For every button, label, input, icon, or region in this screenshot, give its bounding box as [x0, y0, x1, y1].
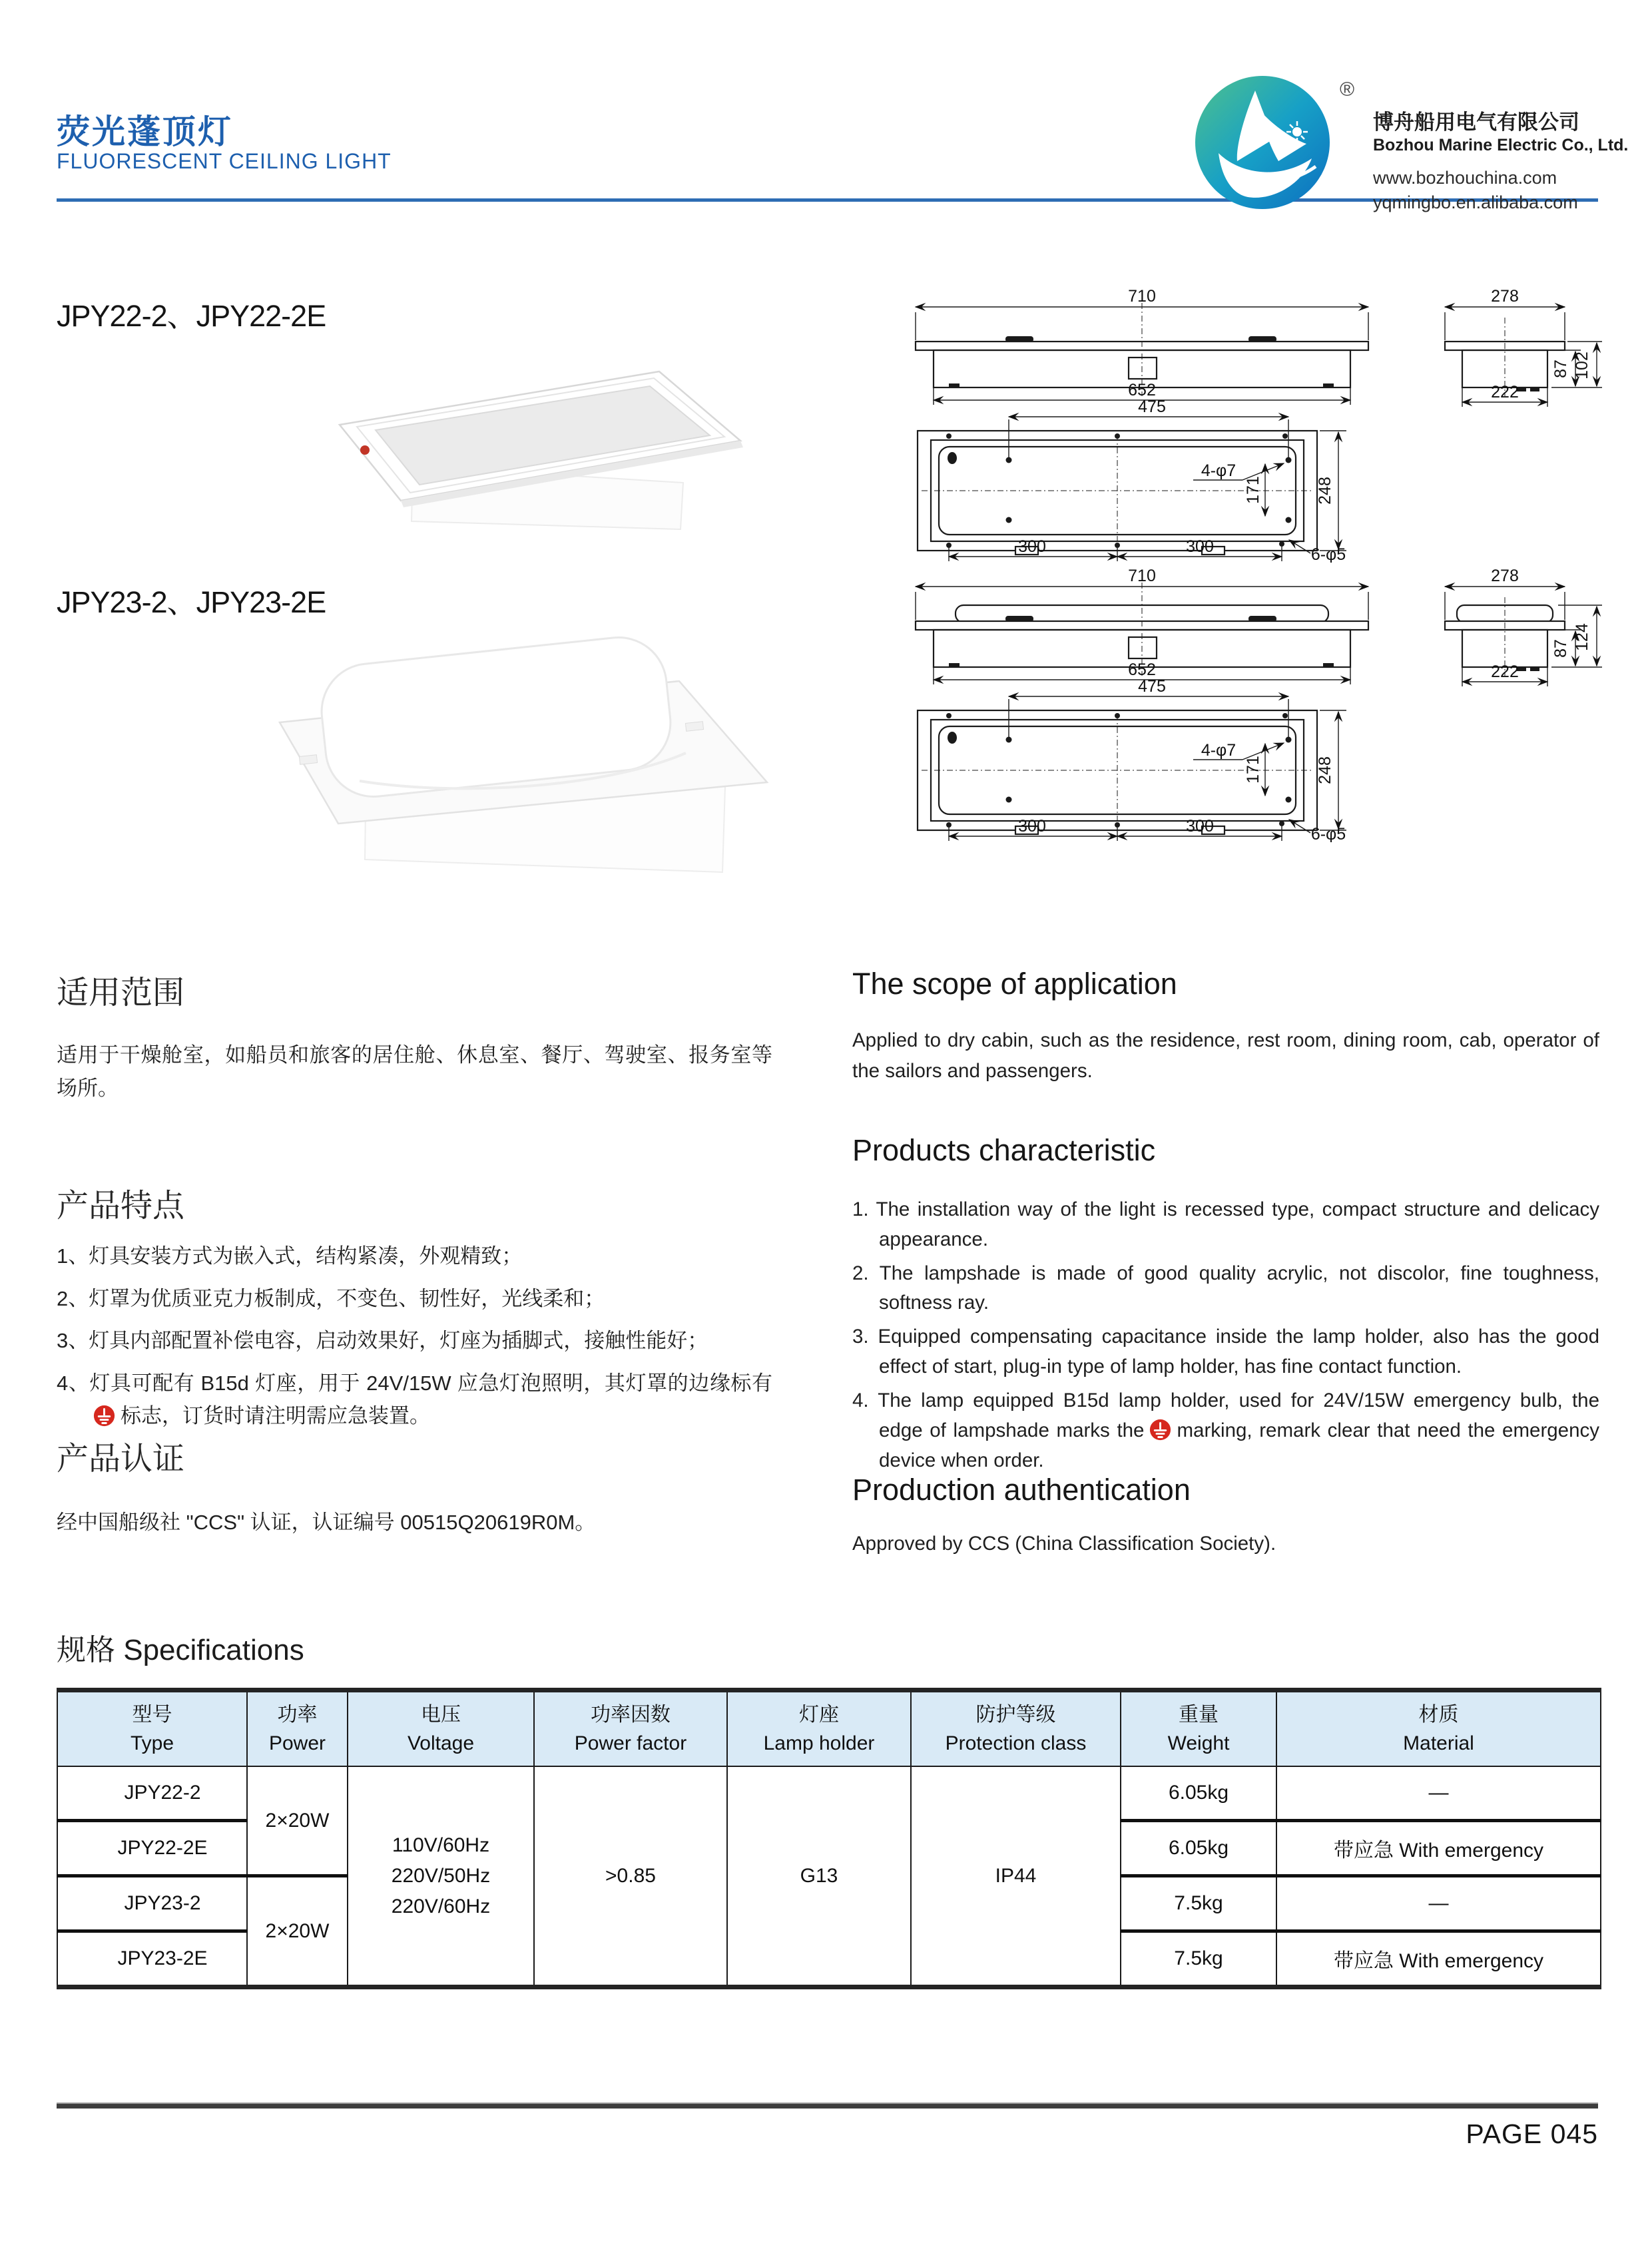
cell-power: 2×20W	[247, 1876, 348, 1987]
feature-item-cn	[57, 1367, 772, 1433]
emergency-mark-icon	[93, 1405, 115, 1427]
voltage-line: 110V/60Hz	[392, 1834, 490, 1856]
voltage-line: 220V/50Hz	[391, 1864, 491, 1887]
technical-drawing-jpy22	[899, 283, 1605, 563]
section-title-cert-cn: 产品认证	[57, 1441, 185, 1477]
col-power: 功率 Power	[247, 1690, 348, 1767]
svg-text:278: 278	[1491, 287, 1519, 306]
section-title-features-cn: 产品特点	[57, 1188, 185, 1224]
svg-text:6-φ5: 6-φ5	[1310, 825, 1346, 842]
section-body-scope-cn: 适用于干燥舱室，如船员和旅客的居住舱、休息室、餐厅、驾驶室、报务室等场所。	[57, 1043, 772, 1101]
svg-text:300: 300	[1018, 817, 1046, 836]
svg-text:710: 710	[1128, 287, 1156, 306]
svg-text:300: 300	[1018, 537, 1046, 556]
svg-text:652: 652	[1128, 660, 1156, 679]
svg-text:300: 300	[1186, 537, 1214, 556]
section-body-scope-en: Applied to dry cabin, such as the residence, rest room, dining room, cab, operator of the sailors and passengers.	[852, 1029, 1599, 1082]
section-title-scope-cn: 适用范围	[57, 975, 185, 1011]
feature-item-en	[852, 1386, 1599, 1475]
footer-rule	[57, 2103, 1598, 2109]
col-protection-class: 防护等级 Protection class	[911, 1690, 1121, 1767]
cell-type: JPY23-2E	[57, 1931, 247, 1987]
model-label-jpy22: JPY22-2、JPY22-2E	[57, 299, 326, 333]
cell-type: JPY22-2	[57, 1766, 247, 1821]
company-logo-icon	[1192, 73, 1335, 213]
svg-text:6-φ5: 6-φ5	[1310, 545, 1346, 563]
cell-material: —	[1276, 1876, 1601, 1931]
cell-lamp-holder: G13	[727, 1766, 911, 1987]
company-name-cn: 博舟船用电气有限公司	[1373, 111, 1579, 134]
col-lamp-holder: 灯座 Lamp holder	[727, 1690, 911, 1767]
feature-item-en: 1. The installation way of the light is recessed type, compact structure and delicacy appearance.	[852, 1198, 1599, 1250]
feature-item-text: 4. The lamp equipped B15d lamp holder, used for 24V/15W emergency bulb, the edge of lampshade marks the	[852, 1389, 1599, 1441]
section-title-cert-en: Production authentication	[852, 1473, 1191, 1507]
feature-list-en	[852, 1195, 1599, 1479]
svg-text:300: 300	[1186, 817, 1214, 836]
cell-weight: 6.05kg	[1121, 1821, 1276, 1876]
section-body-cert-cn: 经中国船级社 "CCS" 认证，认证编号 00515Q20619R0M。	[57, 1511, 596, 1534]
feature-item-cn: 3、灯具内部配置补偿电容，启动效果好，灯座为插脚式，接触性能好；	[57, 1329, 708, 1353]
product-photo-jpy22	[313, 360, 766, 533]
cell-type: JPY22-2E	[57, 1821, 247, 1876]
svg-text:222: 222	[1491, 383, 1519, 401]
specifications-table	[57, 1688, 1601, 1989]
svg-text:248: 248	[1316, 756, 1334, 784]
svg-text:652: 652	[1128, 381, 1156, 399]
company-website: www.bozhouchina.com	[1373, 168, 1557, 188]
feature-item-en: 2. The lampshade is made of good quality acrylic, not discolor, fine toughness, softness ray.	[852, 1262, 1599, 1314]
model-label-jpy23: JPY23-2、JPY23-2E	[57, 585, 326, 619]
col-voltage: 电压 Voltage	[348, 1690, 534, 1767]
company-name-en: Bozhou Marine Electric Co., Ltd.	[1373, 136, 1629, 154]
table-header-row	[57, 1690, 1601, 1767]
voltage-line: 220V/60Hz	[391, 1895, 491, 1917]
company-website-alt: yqmingbo.en.alibaba.com	[1373, 192, 1578, 212]
cell-weight: 6.05kg	[1121, 1766, 1276, 1821]
product-photo-jpy23	[260, 622, 819, 882]
table-row	[57, 1766, 1601, 1821]
svg-text:87: 87	[1551, 360, 1570, 378]
feature-item-en: 3. Equipped compensating capacitance inside the lamp holder, also has the good effect of start, plug-in type of lamp holder, has fine contact function.	[852, 1326, 1599, 1378]
svg-text:102: 102	[1573, 352, 1591, 379]
technical-drawing-jpy23	[899, 563, 1605, 842]
cell-material: —	[1276, 1766, 1601, 1821]
svg-text:4-φ7: 4-φ7	[1201, 461, 1237, 480]
page-number: PAGE 045	[1466, 2118, 1598, 2149]
svg-text:4-φ7: 4-φ7	[1201, 741, 1237, 760]
cell-material: 带应急 With emergency	[1276, 1931, 1601, 1987]
cell-weight: 7.5kg	[1121, 1876, 1276, 1931]
cell-type: JPY23-2	[57, 1876, 247, 1931]
section-body-cert-en: Approved by CCS (China Classification Society).	[852, 1533, 1276, 1555]
cell-weight: 7.5kg	[1121, 1931, 1276, 1987]
section-title-features-en: Products characteristic	[852, 1133, 1156, 1167]
svg-text:124: 124	[1573, 623, 1591, 651]
col-material: 材质 Material	[1276, 1690, 1601, 1767]
feature-item-text: 4、灯具可配有 B15d 灯座，用于 24V/15W 应急灯泡照明，其灯罩的边缘标有	[57, 1371, 772, 1395]
svg-text:710: 710	[1128, 567, 1156, 585]
svg-text:171: 171	[1244, 756, 1262, 784]
specifications-title: 规格 Specifications	[57, 1634, 304, 1666]
feature-list-cn	[57, 1240, 772, 1442]
section-title-scope-en: The scope of application	[852, 967, 1177, 1001]
registered-trademark-icon: ®	[1340, 79, 1355, 101]
svg-text:278: 278	[1491, 567, 1519, 585]
svg-text:87: 87	[1551, 639, 1570, 658]
col-type: 型号 Type	[57, 1690, 247, 1767]
header-rule	[57, 198, 1598, 202]
emergency-mark-icon	[1149, 1419, 1171, 1441]
feature-item-text: 标志，订货时请注明需应急装置。	[121, 1404, 430, 1428]
cell-power-factor: >0.85	[534, 1766, 727, 1987]
feature-item-text: marking, remark clear that need the emergency device when order.	[879, 1419, 1599, 1471]
svg-text:475: 475	[1138, 397, 1166, 416]
page-title-en: FLUORESCENT CEILING LIGHT	[57, 149, 392, 173]
col-power-factor: 功率因数 Power factor	[534, 1690, 727, 1767]
feature-item-cn: 1、灯具安装方式为嵌入式，结构紧凑，外观精致；	[57, 1244, 523, 1268]
cell-protection-class: IP44	[911, 1766, 1121, 1987]
feature-item-cn: 2、灯罩为优质亚克力板制成，不变色、韧性好，光线柔和；	[57, 1286, 605, 1310]
svg-text:171: 171	[1244, 476, 1262, 504]
cell-voltage	[348, 1766, 534, 1987]
page-title-cn: 荧光蓬顶灯	[57, 113, 233, 150]
cell-power: 2×20W	[247, 1766, 348, 1876]
col-weight: 重量 Weight	[1121, 1690, 1276, 1767]
svg-text:248: 248	[1316, 477, 1334, 505]
svg-text:475: 475	[1138, 677, 1166, 696]
svg-text:222: 222	[1491, 662, 1519, 681]
cell-material: 带应急 With emergency	[1276, 1821, 1601, 1876]
